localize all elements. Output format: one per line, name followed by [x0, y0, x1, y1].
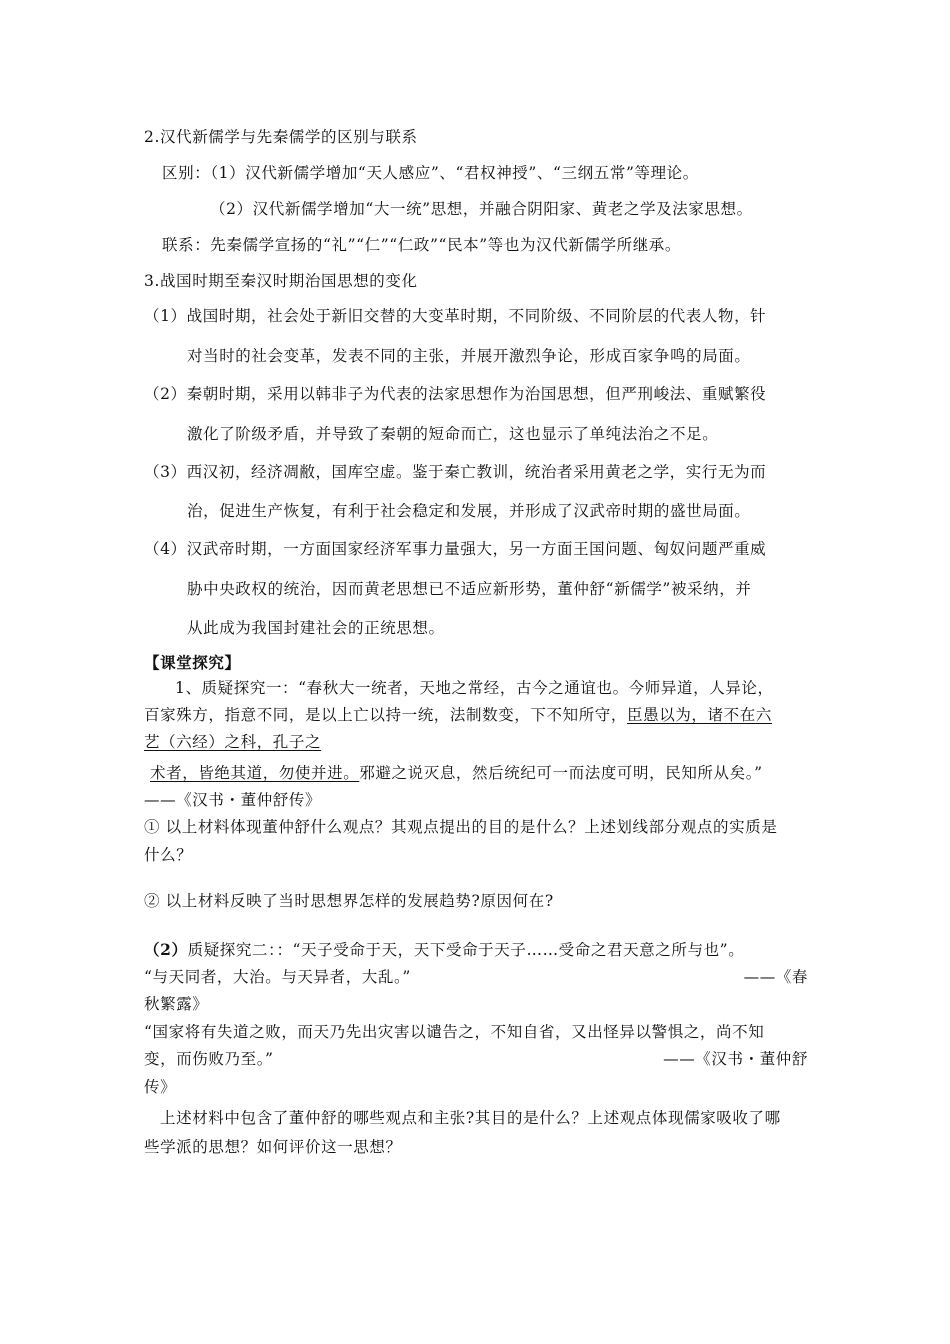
question2-text: 质疑探究二：：“天子受命于天，天下受命于天子……受命之君天意之所与也”。	[187, 941, 745, 959]
period-4-line-2: 胁中央政权的统治，因而黄老思想已不适应新形势，董仲舒“新儒学”被采纳，并	[187, 580, 752, 598]
period-2-line-1: （2）秦朝时期，采用以韩非子为代表的法家思想作为治国思想，但严刑峻法、重赋繁役	[144, 385, 767, 403]
period-1-line-2: 对当时的社会变革，发表不同的主张，并展开激烈争论，形成百家争鸣的局面。	[187, 347, 751, 365]
underlined-passage-part-2: 艺（六经）之科，孔子之	[144, 733, 322, 751]
question1-source: ——《汉书・董仲舒传》	[144, 791, 322, 809]
difference-line-1	[162, 163, 699, 183]
question2-source-1: ——《春	[743, 968, 808, 986]
period-3-line-1: （3）西汉初，经济凋敝，国库空虚。鉴于秦亡教训，统治者采用黄老之学，实行无为而	[144, 463, 767, 481]
section2-heading: 2.汉代新儒学与先秦儒学的区别与联系	[144, 128, 418, 146]
difference-item-1: （1）汉代新儒学增加“天人感应”、“君权神授”、“三纲五常”等理论。	[210, 164, 699, 182]
question1-ask-2: ② 以上材料反映了当时思想界怎样的发展趋势?原因何在?	[144, 892, 554, 910]
question1-text: 百家殊方，指意不同，是以上亡以持一统，法制数变，下不知所守，	[144, 706, 628, 724]
section3-heading: 3.战国时期至秦汉时期治国思想的变化	[144, 272, 418, 290]
question1-text-end: 邪避之说灭息，然后统纪可一而法度可明，民知所从矣。”	[359, 764, 763, 782]
difference-label: 区别：	[162, 164, 211, 182]
period-2-line-2: 激化了阶级矛盾，并导致了秦朝的短命而亡，这也显示了单纯法治之不足。	[187, 425, 719, 443]
question1-ask-1-line-1: ① 以上材料体现董仲舒什么观点？其观点提出的目的是什么？上述划线部分观点的实质是	[144, 818, 778, 836]
question2-number: （2）	[144, 940, 188, 959]
period-4-line-3: 从此成为我国封建社会的正统思想。	[187, 619, 445, 637]
difference-item-2: （2）汉代新儒学增加“大一统”思想，并融合阴阳家、黄老之学及法家思想。	[210, 200, 753, 218]
underlined-passage-part-3: 术者，皆绝其道，勿使并进。	[150, 764, 360, 782]
connection-line: 联系：先秦儒学宣扬的“礼”“仁”“仁政”“民本”等也为汉代新儒学所继承。	[162, 236, 681, 254]
classroom-explore-heading: 【课堂探究】	[144, 653, 241, 672]
question2-ask-line-1: 上述材料中包含了董仲舒的哪些观点和主张?其目的是什么？上述观点体现儒家吸收了哪	[160, 1109, 781, 1127]
question2-line-3: 秋繁露》	[144, 995, 209, 1013]
period-1-line-1: （1）战国时期，社会处于新旧交替的大变革时期，不同阶级、不同阶层的代表人物，针	[144, 307, 767, 325]
question2-source-2: ——《汉书・董仲舒	[663, 1050, 808, 1068]
underlined-passage-part-1: 臣愚以为，诸不在六	[627, 706, 772, 724]
question2-line-2: “与天同者，大治。与天异者，大乱。”	[144, 968, 411, 986]
question1-line-1: 1、质疑探究一：“春秋大一统者，天地之常经，古今之通谊也。今师异道，人异论，	[175, 679, 774, 697]
question2-line-4: “国家将有失道之败，而天乃先出灾害以谴告之，不知自省，又出怪异以警惧之，尚不知	[144, 1023, 765, 1041]
question1-line-2	[144, 705, 772, 725]
question2-ask-line-2: 些学派的思想？如何评价这一思想？	[144, 1138, 402, 1156]
period-4-line-1: （4）汉武帝时期，一方面国家经济军事力量强大，另一方面王国问题、匈奴问题严重威	[144, 540, 767, 558]
question1-ask-1-line-2: 什么？	[144, 846, 193, 864]
question1-line-4	[150, 763, 763, 783]
question2-line-6: 传》	[144, 1078, 177, 1096]
period-3-line-2: 治，促进生产恢复，有利于社会稳定和发展，并形成了汉武帝时期的盛世局面。	[187, 502, 751, 520]
question2-line-5: 变，而伤败乃至。”	[144, 1050, 274, 1068]
question2-line-1	[144, 940, 744, 960]
